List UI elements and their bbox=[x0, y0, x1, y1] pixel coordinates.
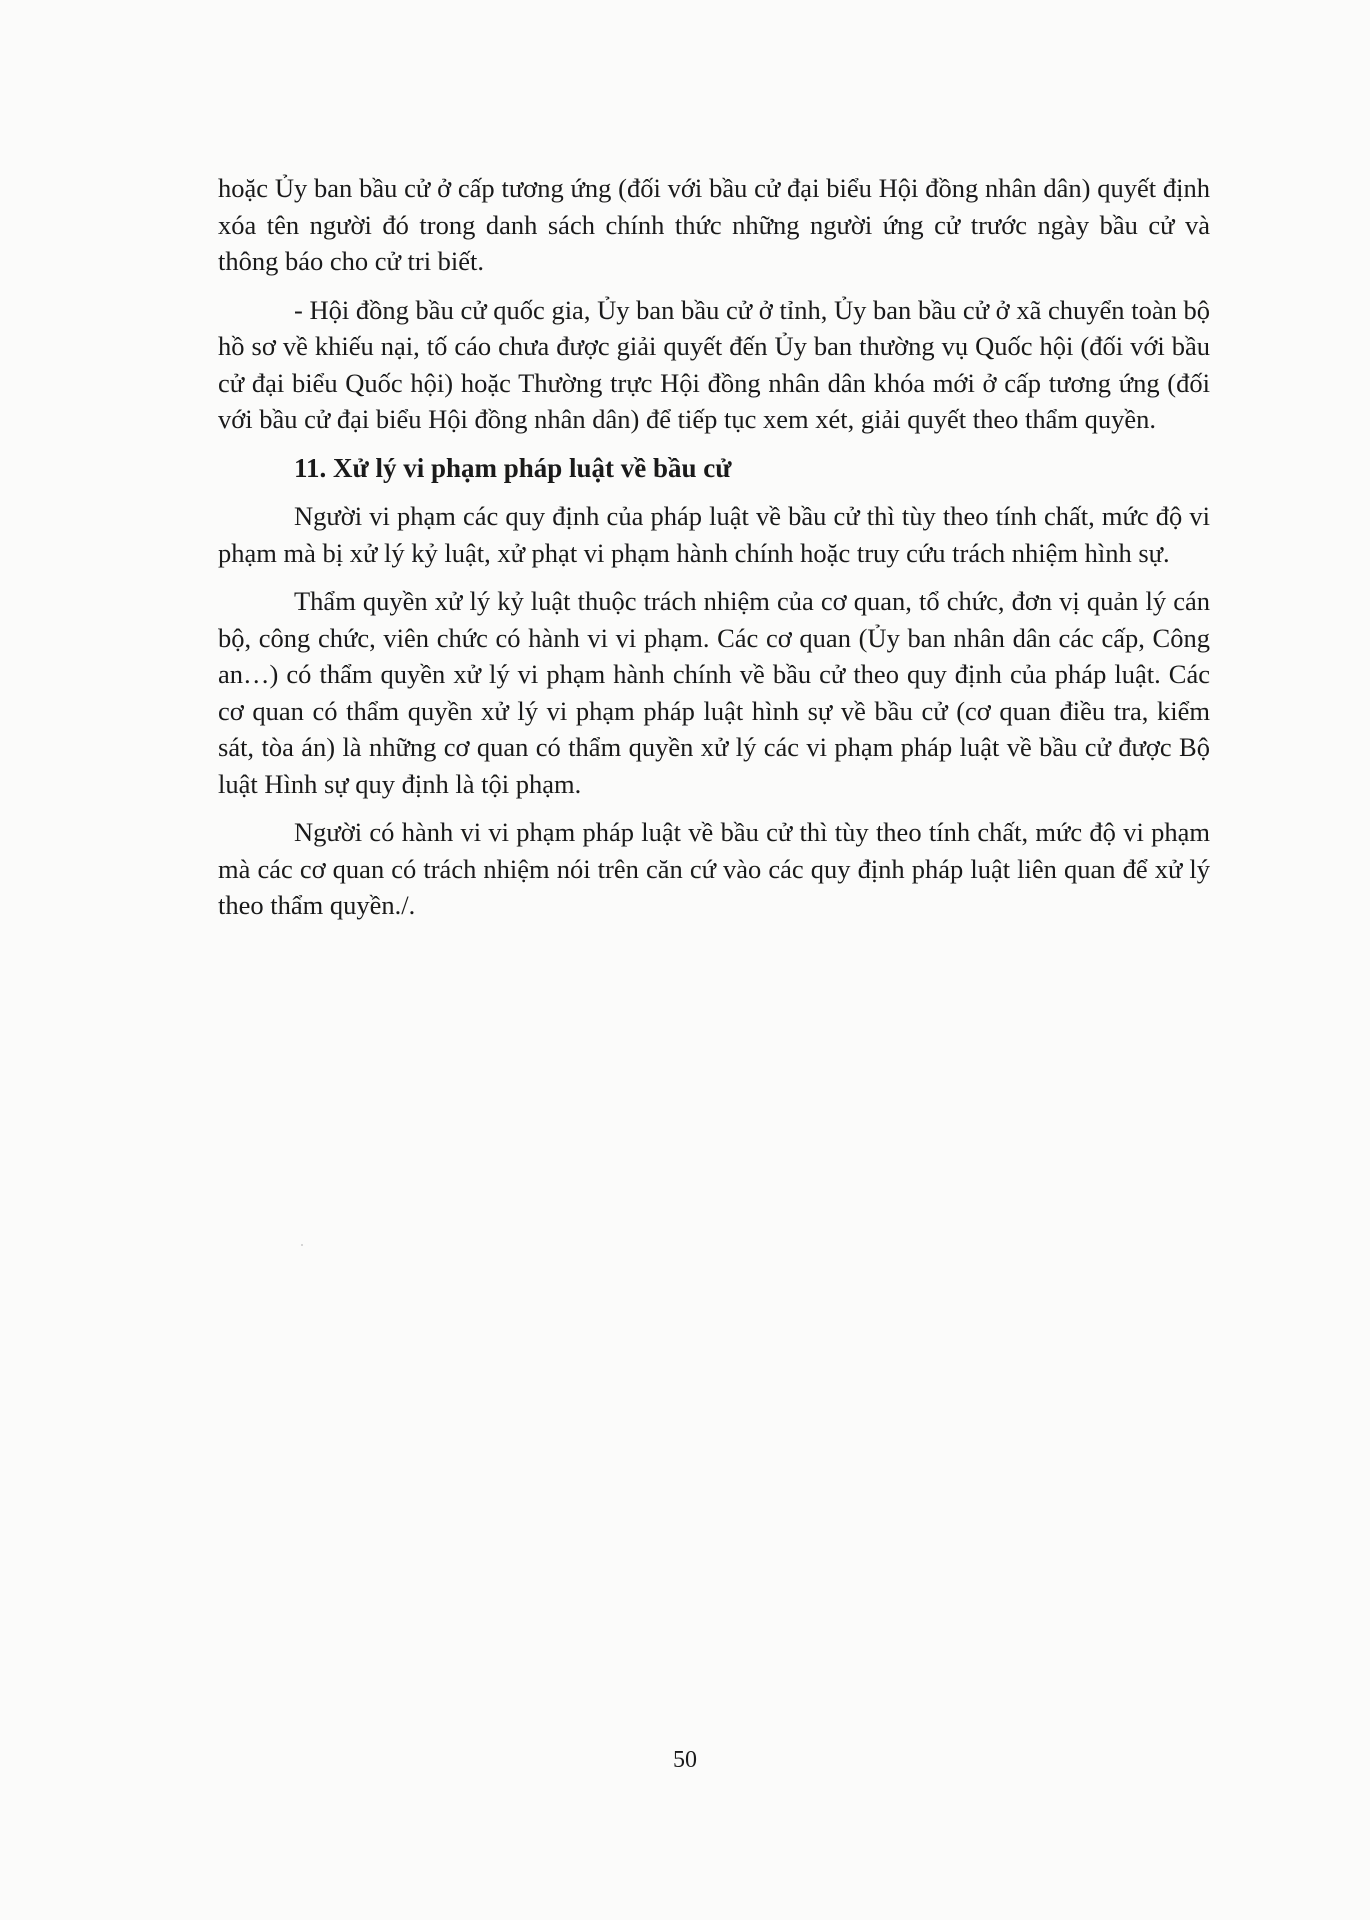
paragraph-continuation: hoặc Ủy ban bầu cử ở cấp tương ứng (đối với bầu cử đại biểu Hội đồng nhân dân) quyết định xóa tên người đó trong danh sách chính thức những người ứng cử trước ngày bầu cử và thông báo cho cử tri biết. bbox=[218, 173, 1210, 276]
paragraph-transfer-complaints: - Hội đồng bầu cử quốc gia, Ủy ban bầu cử ở tỉnh, Ủy ban bầu cử ở xã chuyển toàn bộ hồ sơ về khiếu nại, tố cáo chưa được giải quyết đến Ủy ban thường vụ Quốc hội (đối với bầu cử đại biểu Quốc hội) hoặc Thường trực Hội đồng nhân dân khóa mới ở cấp tương ứng (đối với bầu cử đại biểu Hội đồng nhân dân) để tiếp tục xem xét, giải quyết theo thẩm quyền. bbox=[218, 294, 1210, 434]
paragraph-competent-authority: Thẩm quyền xử lý kỷ luật thuộc trách nhiệm của cơ quan, tổ chức, đơn vị quản lý cán bộ, công chức, viên chức có hành vi vi phạm. Các cơ quan (Ủy ban nhân dân các cấp, Công an…) có thẩm quyền xử lý vi phạm hành chính về bầu cử theo quy định của pháp luật. Các cơ quan có thẩm quyền xử lý vi phạm pháp luật hình sự về bầu cử (cơ quan điều tra, kiểm sát, tòa án) là những cơ quan có thẩm quyền xử lý các vi phạm pháp luật về bầu cử được Bộ luật Hình sự quy định là tội phạm. bbox=[218, 586, 1210, 799]
page-number: 50 bbox=[673, 1747, 697, 1773]
section-heading: 11. Xử lý vi phạm pháp luật về bầu cử bbox=[294, 452, 732, 483]
paragraph-conclusion: Người có hành vi vi phạm pháp luật về bầu cử thì tùy theo tính chất, mức độ vi phạm mà các cơ quan có trách nhiệm nói trên căn cứ vào các quy định pháp luật liên quan để xử lý theo thẩm quyền./. bbox=[218, 817, 1210, 920]
paragraph-violation-handling: Người vi phạm các quy định của pháp luật về bầu cử thì tùy theo tính chất, mức độ vi phạm mà bị xử lý kỷ luật, xử phạt vi phạm hành chính hoặc truy cứu trách nhiệm hình sự. bbox=[218, 501, 1210, 568]
page-body bbox=[218, 170, 1210, 936]
scan-speck bbox=[301, 1244, 303, 1246]
